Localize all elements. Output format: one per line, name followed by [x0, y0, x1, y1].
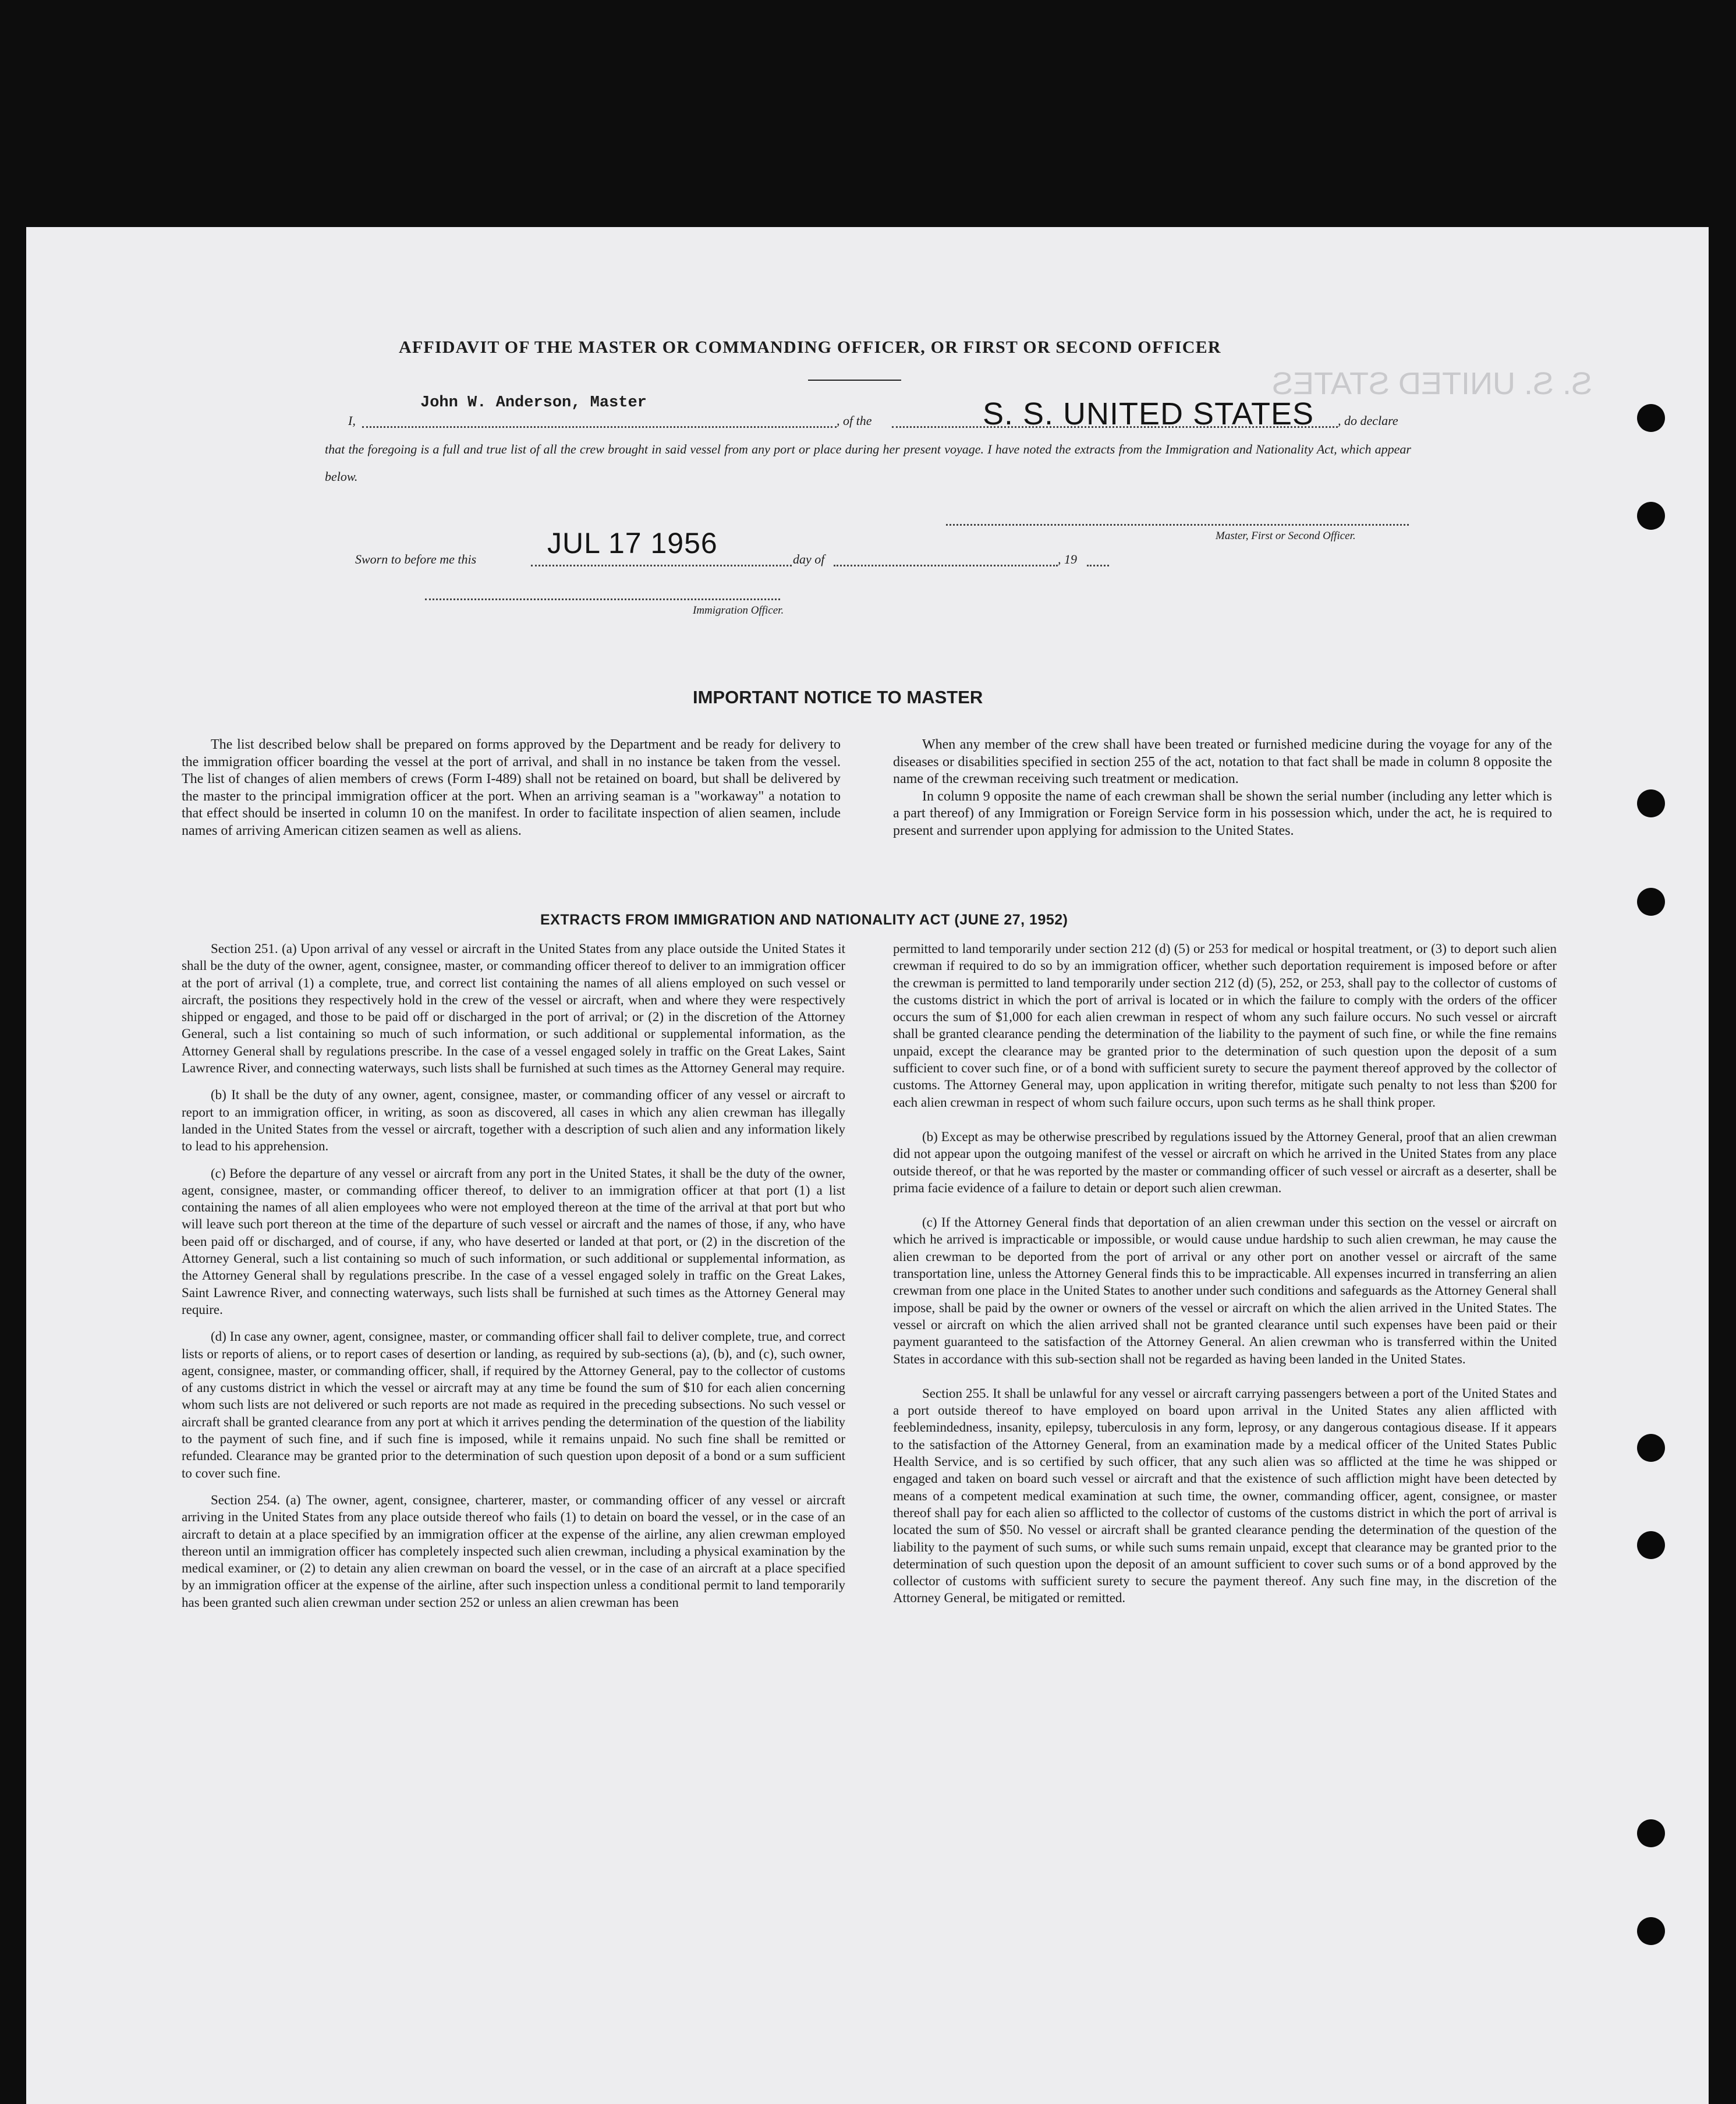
binder-hole: [1637, 502, 1665, 530]
do-declare-label: , do declare: [1338, 413, 1398, 428]
act-section-paragraph: (d) In case any owner, agent, consignee, master, or commanding officer shall fail to deliver complete, true, and correct lists or reports of aliens, or to report cases of desertion or landing, as required by sub-sections (a), (b), and (c), such owner, agent, consignee, master, or commanding officer, shall, if required by the Attorney General, pay to the collector of customs of any customs district in which the vessel or aircraft may at any time be found the sum of $10 for each alien concerning whom such lists are not delivered or such reports are not made as required in the preceding subsections. No such vessel or aircraft shall be granted clearance from any port at which it arrives pending the determination of the question of the liability to the payment of such fine, and if such fine is imposed, while it remains unpaid. No such fine shall be remitted or refunded. Clearance may be granted prior to the determination of such question upon deposit of a bond or a sum sufficient to cover such fine.: [182, 1329, 845, 1480]
year-label: , 19: [1058, 552, 1077, 566]
notice-right-paragraph: When any member of the crew shall have been treated or furnished medicine during the voyage for any of the diseases or disabilities specified in section 255 of the act, notation to that fact shall be made in column 8 opposite the name of the crewman receiving such treatment or medication.: [893, 737, 1552, 787]
binder-hole: [1637, 1434, 1665, 1462]
master-name: John W. Anderson, Master: [420, 394, 647, 412]
master-signature-line: [946, 524, 1409, 526]
sworn-label: Sworn to before me this: [355, 552, 477, 566]
master-caption: Master, First or Second Officer.: [1216, 530, 1356, 542]
year-line: [1087, 565, 1109, 566]
officer-caption: Immigration Officer.: [693, 604, 784, 617]
binder-hole: [1637, 1917, 1665, 1945]
month-line: [834, 565, 1058, 566]
binder-hole: [1637, 789, 1665, 817]
extracts-title: EXTRACTS FROM IMMIGRATION AND NATIONALITY ACT (JUNE 27, 1952): [540, 912, 1068, 928]
master-name-line: [362, 426, 837, 428]
notice-title: IMPORTANT NOTICE TO MASTER: [693, 687, 983, 707]
act-section-paragraph: (b) It shall be the duty of any owner, agent, consignee, master, or commanding officer of any vessel or aircraft to report to an immigration officer, in writing, as soon as discovered, all cases in which any alien crewman has illegally landed in the United States from the vessel or aircraft, together with a description of such alien and any information likely to lead to his apprehension.: [182, 1088, 845, 1154]
act-section-paragraph: Section 251. (a) Upon arrival of any vessel or aircraft in the United States from any place outside the United States it shall be the duty of the owner, agent, consignee, master, or commanding officer thereof to deliver to an immigration officer at the port of arrival (1) a complete, true, and correct list containing the names of all aliens employed on such vessel or aircraft, the positions they respectively hold in the crew of the vessel or aircraft, when and where they were respectively shipped or engaged, and those to be paid off or discharged in the port of arrival; or (2) in the discretion of the Attorney General, such a list containing so much of such information, or such additional or supplemental information, as the Attorney General shall by regulations prescribe. In the case of a vessel engaged solely in traffic on the Great Lakes, Saint Lawrence River, and connecting waterways, such lists shall be furnished at such times as the Attorney General may require.: [182, 941, 845, 1076]
notice-left-column: [182, 736, 841, 850]
vessel-name-stamp: S. S. UNITED STATES: [983, 396, 1315, 431]
extracts-left-column: [182, 940, 845, 1621]
notice-right-paragraph: In column 9 opposite the name of each crewman shall be shown the serial number (including any letter which is a part thereof) of any Immigration or Foreign Service form in his possession which, under the act, he is required to present and surrender upon applying for admission to the United States.: [893, 788, 1552, 838]
act-section-paragraph: Section 254. (a) The owner, agent, consignee, charterer, master, or commanding officer of any vessel or aircraft arriving in the United States from any place outside thereof who fails (1) to detain on board the vessel, or in the case of an aircraft to detain at a place specified by an immigration officer at the expense of the airline, any alien crewman employed thereon until an immigration officer has completely inspected such alien crewman, including a physical examination by the medical examiner, or (2) to detain any alien crewman on board the vessel, or in the case of an aircraft at a place specified by an immigration officer at the expense of the airline, after such inspection unless a conditional permit to land temporarily has been granted such alien crewman under section 252 or unless an alien crewman has been: [182, 1492, 845, 1610]
day-of-label: day of: [793, 552, 825, 566]
officer-signature-line: [425, 598, 780, 600]
declaration-text: that the foregoing is a full and true list of all the crew brought in said vessel from any port or place during her present voyage. I have noted the extracts from the Immigration and Nationality Act, which appear below.: [325, 442, 1411, 484]
binder-hole: [1637, 1819, 1665, 1847]
binder-hole: [1637, 1531, 1665, 1559]
notice-right-column: [893, 736, 1552, 850]
act-section-paragraph: (b) Except as may be otherwise prescribed by regulations issued by the Attorney General, proof that an alien crewman did not appear upon the outgoing manifest of the vessel or aircraft on which he arrived in the United States from any place outside thereof, or that he was reported by the master or commanding officer of such vessel or aircraft as a deserter, shall be prima facie evidence of a failure to detain or deport such alien crewman.: [893, 1129, 1557, 1195]
extracts-right-column: [893, 940, 1557, 1617]
sworn-day-line: [531, 565, 792, 566]
of-the-label: , of the: [837, 413, 872, 428]
act-section-paragraph: (c) If the Attorney General finds that deportation of an alien crewman under this section on the vessel or aircraft on which he arrived is impracticable or impossible, or would cause undue hardship to such alien crewman, he may cause the alien crewman to be deported from the port of arrival or any other port on another vessel or aircraft of the same transportation line, unless the Attorney General finds this to be impracticable. All expenses incurred in transferring an alien crewman from one place in the United States to another under such conditions and safeguards as the Attorney General shall impose, shall be paid by the owner or owners of the vessel or aircraft on which the alien arrived in the United States. The vessel or aircraft on which the alien arrived shall not be granted clearance until such expenses have been paid or their payment guaranteed to the satisfaction of the Attorney General. An alien crewman who is transferred within the United States in accordance with this sub-section shall not be regarded as having been landed in the United States.: [893, 1215, 1557, 1366]
act-section-paragraph: Section 255. It shall be unlawful for any vessel or aircraft carrying passengers between a port of the United States and a port outside thereof to have employed on board upon arrival in the United States any alien afflicted with feeblemindedness, insanity, epilepsy, tuberculosis in any form, leprosy, or any dangerous contagious disease. If it appears to the satisfaction of the Attorney General, from an examination made by a medical officer of the United States Public Health Service, and is so certified by such officer, that any such alien was so afflicted at the time he was shipped or engaged and taken on board such vessel or aircraft and that the existence of such affliction might have been detected by means of a competent medical examination at such time, the owner, commanding officer, agent, consignee, or master thereof shall pay for each alien so afflicted to the collector of customs of the customs district in which the port of arrival is located the sum of $50. No vessel or aircraft shall be granted clearance pending the determination of the question of the liability to the payment of such sums, or while such sums remain unpaid, except that clearance may be granted prior to the determination of such question upon the deposit of an amount sufficient to cover such sums or of a bond approved by the collector of customs with sufficient surety to secure the payment thereof. Any such fine may, in the discretion of the Attorney General, be mitigated or remitted.: [893, 1386, 1557, 1606]
i-label: I,: [348, 413, 356, 428]
act-section-paragraph: permitted to land temporarily under section 212 (d) (5) or 253 for medical or hospital treatment, or (3) to deport such alien crewman if required to do so by an immigration officer, whether such deportation requirement is imposed before or after the crewman is permitted to land temporarily under section 212 (d) (5), 252, or 253, shall pay to the collector of customs of the customs district in which the port of arrival is located or in which the failure to comply with the orders of the officer occurs the sum of $1,000 for each alien crewman in respect of whom any such failure occurs. No such vessel or aircraft shall be granted clearance pending the determination of the liability to the payment of such fine, or while the fine remains unpaid, except the clearance may be granted prior to the determination of such question upon the deposit of a sum sufficient to cover such fine, or of a bond with sufficient surety to secure the payment thereof approved by the collector of customs. The Attorney General may, upon application in writing therefor, mitigate such penalty to not less than $200 for each alien crewman in respect of whom such failure occurs, upon such terms as he shall think proper.: [893, 941, 1557, 1110]
act-section-paragraph: (c) Before the departure of any vessel or aircraft from any port in the United States, it shall be the duty of the owner, agent, consignee, master, or commanding officer thereof, to deliver to an immigration officer at that port (1) a list containing the names of all alien employees who were not employed thereon at the time of the arrival at that port but who will leave such port thereon at the time of the departure of such vessel or aircraft and the names of those, if any, who have been paid off or discharged, and of course, if any, who have deserted or landed at that port, or (2) in the discretion of the Attorney General, such a list containing so much of such information, or such additional or supplemental information, as the Attorney General shall by regulations prescribe. In the case of a vessel engaged solely in traffic on the Great Lakes, Saint Lawrence River, and connecting waterways, such lists shall be furnished at such times as the Attorney General may require.: [182, 1166, 845, 1317]
notice-left-paragraph: The list described below shall be prepared on forms approved by the Department and be ready for delivery to the immigration officer boarding the vessel at the port of arrival, and shall in no instance be taken from the vessel. The list of changes of alien members of crews (Form I-489) shall not be retained on board, but shall be delivered by the master to the principal immigration officer at the port. When an arriving seaman is a "workaway" a notation to that effect should be inserted in column 10 on the manifest. In order to facilitate inspection of alien seamen, include names of arriving American citizen seamen as well as aliens.: [182, 737, 841, 838]
show-through-vessel-name: S. S. UNITED STATES: [1272, 366, 1593, 401]
title-underline: [808, 380, 901, 381]
binder-hole: [1637, 888, 1665, 916]
affidavit-title: AFFIDAVIT OF THE MASTER OR COMMANDING OFFICER, OR FIRST OR SECOND OFFICER: [399, 338, 1221, 357]
date-stamp: JUL 17 1956: [547, 527, 718, 559]
binder-hole: [1637, 404, 1665, 432]
